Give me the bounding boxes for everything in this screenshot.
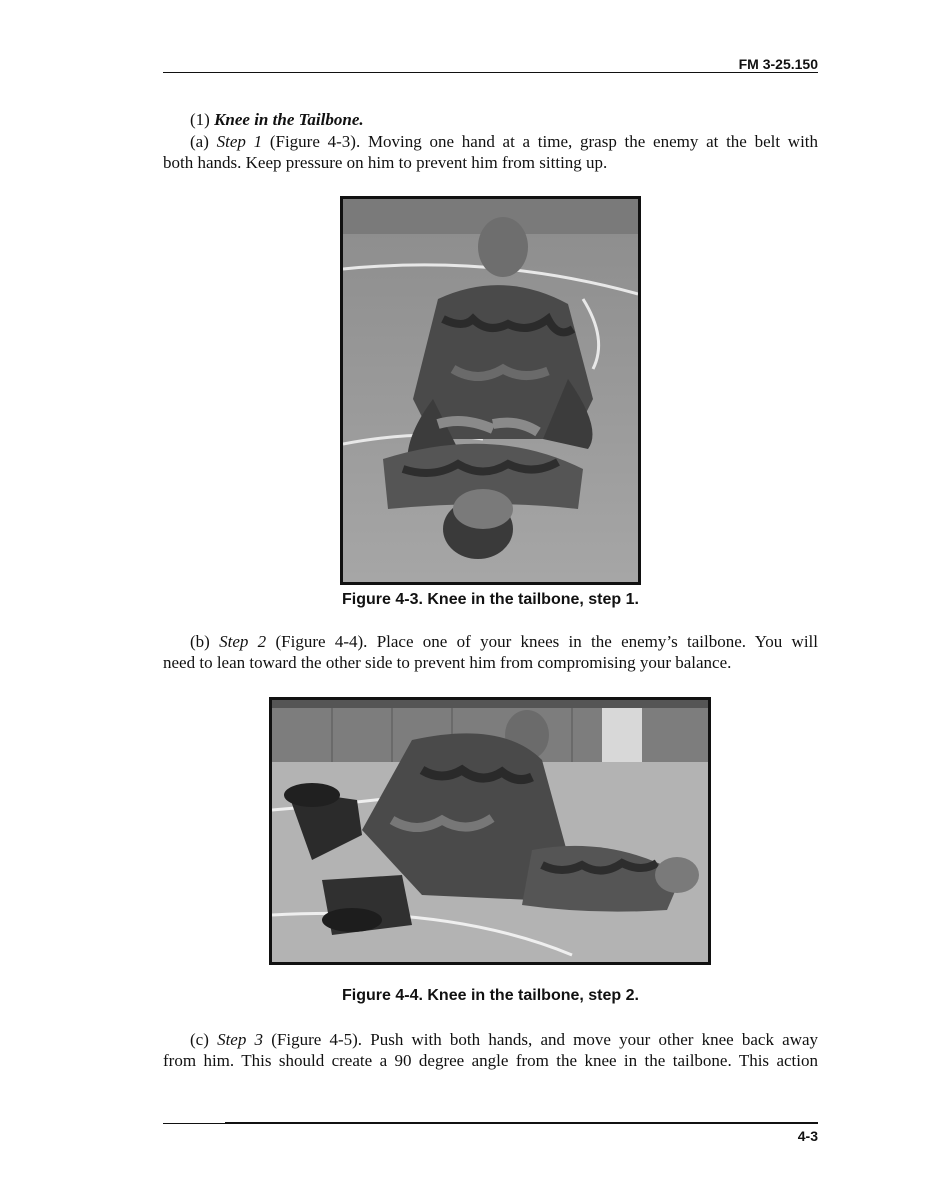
step-3-label: Step 3 [217,1030,264,1049]
section-heading [163,109,818,130]
figure-4-4-photo [269,697,711,965]
step-1-text-line1: Moving one hand at a time, grasp the enemy at the belt with [367,132,819,151]
step-1-label: Step 1 [216,132,263,151]
step-2-label: Step 2 [219,632,267,651]
figure-4-3-photo [340,196,641,585]
step-3-paragraph [163,1029,818,1071]
step-3-ref: (Figure 4-5). [271,1030,363,1049]
step-3-letter: (c) [190,1030,209,1049]
step-2-letter: (b) [190,632,210,651]
step-2-ref: (Figure 4-4). [275,632,368,651]
step-1-letter: (a) [190,132,209,151]
footer-rule-thick [225,1122,818,1124]
step-1-ref: (Figure 4-3). [269,132,361,151]
step-1-paragraph [163,131,818,173]
step-2-paragraph [163,631,818,673]
figure-4-3-caption: Figure 4-3. Knee in the tailbone, step 1. [342,591,639,608]
step-1-text-line2: both hands. Keep pressure on him to prevent him from sitting up. [163,153,608,172]
header-rule [163,72,818,73]
section-title: Knee in the Tailbone. [214,110,364,129]
document-code: FM 3-25.150 [738,56,818,72]
figure-4-4-caption: Figure 4-4. Knee in the tailbone, step 2. [342,987,639,1004]
step-2-text-line2: need to lean toward the other side to prevent him from compromising your balance. [163,653,732,672]
step-3-text-line2: from him. This should create a 90 degree angle from the knee in the tailbone. This action [163,1051,818,1070]
page-number: 4-3 [797,1128,818,1144]
step-2-text-line1: Place one of your knees in the enemy’s tailbone. You will [376,632,819,651]
section-number: (1) [190,110,210,129]
step-3-text-line1: Push with both hands, and move your other knee back away [370,1030,819,1049]
